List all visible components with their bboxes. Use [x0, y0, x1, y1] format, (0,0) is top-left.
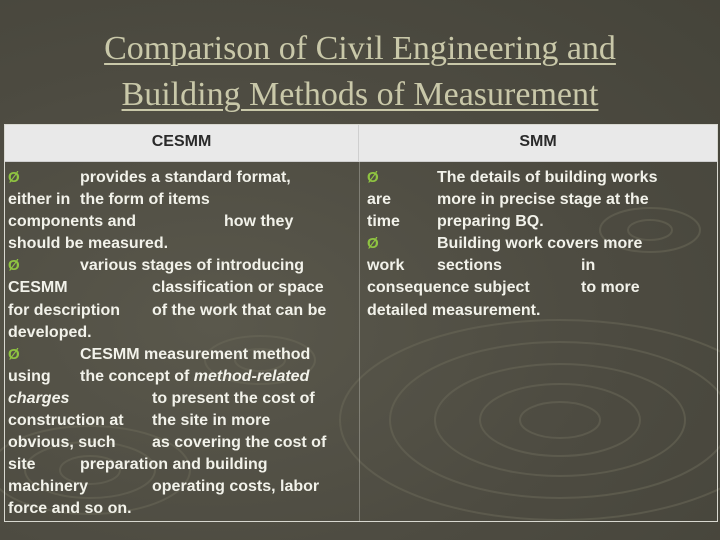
- cesmm-line: [8, 189, 356, 211]
- cesmm-line: [8, 344, 356, 366]
- cesmm-line: [8, 300, 356, 322]
- cesmm-line: [8, 233, 356, 255]
- smm-line-text: consequence subject: [367, 279, 530, 297]
- smm-line-text: The details of building works: [437, 169, 658, 186]
- smm-line-text: in: [581, 257, 596, 275]
- header-cesmm: CESMM: [5, 125, 359, 161]
- arrow-bullet-icon: Ø: [8, 257, 20, 275]
- cesmm-line-text: either in: [8, 191, 71, 209]
- cesmm-line-text: charges: [8, 389, 70, 407]
- cesmm-line-text: should be measured.: [8, 235, 169, 253]
- smm-line-text: Building work covers more: [437, 235, 643, 253]
- cesmm-line-text: how they: [224, 213, 294, 231]
- cesmm-line-text: components and: [8, 213, 137, 231]
- smm-line: [367, 300, 715, 322]
- smm-line: [367, 167, 715, 189]
- cesmm-description-cell: [8, 167, 356, 521]
- smm-line-text: to more: [581, 279, 640, 297]
- smm-line: [367, 277, 715, 299]
- smm-line-text: sections: [437, 257, 502, 275]
- arrow-bullet-icon: Ø: [367, 235, 379, 253]
- cesmm-line-text: provides a standard format,: [80, 169, 291, 186]
- cesmm-line-text: construction at: [8, 412, 124, 430]
- cesmm-line-text: force and so on.: [8, 500, 132, 518]
- smm-line-text: preparing BQ.: [437, 213, 544, 231]
- smm-line-text: time: [367, 213, 400, 231]
- cesmm-line-text: CESMM measurement method: [80, 345, 311, 363]
- smm-line-text: more in precise stage at the: [437, 191, 649, 209]
- cesmm-line-text: various stages of introducing: [80, 257, 305, 275]
- cesmm-line-text: preparation and building: [80, 456, 268, 474]
- smm-line: [367, 255, 715, 277]
- cesmm-line: [8, 211, 356, 233]
- cesmm-line-text: for description: [8, 301, 121, 319]
- cesmm-line-text: as covering the cost of: [152, 434, 327, 452]
- cesmm-line-text: classification or space: [152, 279, 324, 297]
- slide-title-line-1: Comparison of Civil Engineering and: [104, 30, 616, 67]
- header-smm: SMM: [519, 133, 557, 150]
- cesmm-line: [8, 277, 356, 299]
- table-header-row: [5, 125, 717, 162]
- smm-line-text: detailed measurement.: [367, 301, 541, 319]
- cesmm-line: [8, 322, 356, 344]
- smm-description-cell: [367, 167, 715, 322]
- cesmm-line: [8, 366, 356, 388]
- cesmm-line-text: site: [8, 456, 36, 474]
- smm-line: [367, 211, 715, 233]
- cesmm-line: [8, 388, 356, 410]
- cesmm-line-text: of the work that can be: [152, 301, 327, 319]
- arrow-bullet-icon: Ø: [367, 169, 379, 186]
- cesmm-line: [8, 498, 356, 520]
- cesmm-line: [8, 255, 356, 277]
- cesmm-line: [8, 432, 356, 454]
- cesmm-line-text: operating costs, labor: [152, 478, 320, 496]
- cesmm-line: [8, 167, 356, 189]
- cesmm-line-text: using: [8, 367, 51, 385]
- cesmm-line-text: obvious, such: [8, 434, 116, 452]
- cesmm-line: [8, 410, 356, 432]
- comparison-table: [4, 124, 718, 522]
- smm-line-text: work: [367, 257, 405, 275]
- smm-line: [367, 233, 715, 255]
- slide-title-line-2: Building Methods of Measurement: [121, 76, 599, 113]
- arrow-bullet-icon: Ø: [8, 169, 20, 186]
- cesmm-line-text: the site in more: [152, 412, 271, 430]
- slide-title: [0, 26, 720, 118]
- arrow-bullet-icon: Ø: [8, 345, 20, 363]
- cesmm-line: [8, 454, 356, 476]
- cesmm-line-text: CESMM: [8, 279, 68, 297]
- smm-line-text: are: [367, 191, 392, 209]
- column-divider: [359, 161, 360, 521]
- cesmm-line-text: developed.: [8, 323, 92, 341]
- cesmm-line-text: machinery: [8, 478, 89, 496]
- cesmm-line: [8, 476, 356, 498]
- smm-line: [367, 189, 715, 211]
- cesmm-line-text: the form of items: [80, 191, 210, 209]
- cesmm-line-text: the concept of method-related: [80, 367, 310, 385]
- cesmm-line-text: to present the cost of: [152, 389, 315, 407]
